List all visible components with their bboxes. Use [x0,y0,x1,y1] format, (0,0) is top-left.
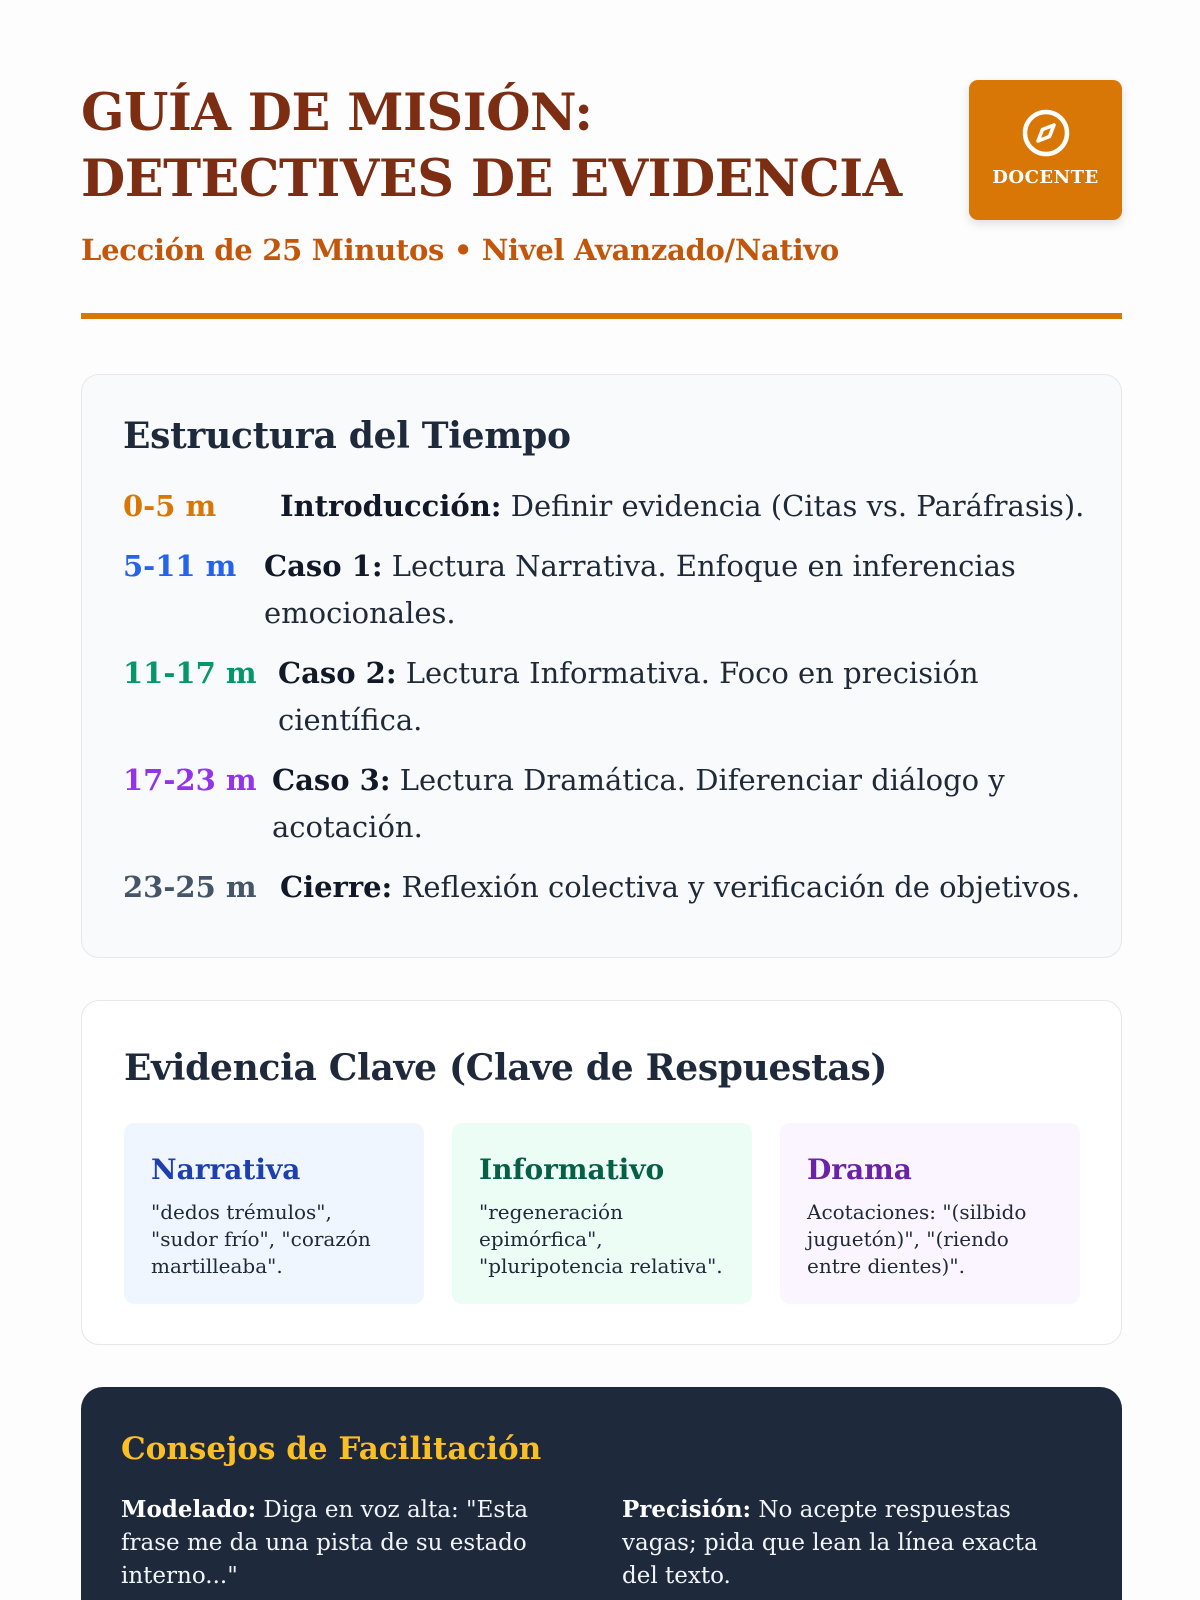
time-structure-title: Estructura del Tiempo [123,415,571,457]
tip-item [622,1493,1062,1593]
evidence-box-text: "regeneración epimórfica", "pluripotencia relativa". [479,1200,723,1278]
time-label: 0-5 m [123,489,217,523]
time-heading: Cierre: [280,870,393,904]
role-badge [969,80,1122,220]
tips-title: Consejos de Facilitación [121,1431,542,1467]
evidence-box-text: Acotaciones: "(silbido juguetón)", "(riendo entre dientes)". [807,1200,1027,1278]
time-label: 23-25 m [123,870,257,904]
tip-heading: Modelado: [121,1496,257,1523]
time-description [264,543,1024,637]
tip-text: No acepte respuestas vagas; pida que lean la línea exacta del texto. [622,1497,1038,1589]
page-title [81,80,902,212]
time-label: 5-11 m [123,549,237,583]
title-line-1: GUÍA DE MISIÓN: [81,83,593,143]
title-line-2: DETECTIVES DE EVIDENCIA [81,149,902,209]
time-text: Lectura Dramática. Diferenciar diálogo y acotación. [272,763,1005,844]
time-label: 17-23 m [123,763,257,797]
time-text: Lectura Informativa. Foco en precisión científica. [278,656,979,737]
time-label: 11-17 m [123,656,257,690]
evidence-card [81,1000,1122,1345]
compass-icon [1021,108,1071,158]
evidence-box-text: "dedos trémulos", "sudor frío", "corazón martilleaba". [151,1200,371,1278]
header-divider [81,313,1122,319]
tip-text: Diga en voz alta: "Esta frase me da una pista de su estado interno..." [121,1497,529,1589]
time-text: Reflexión colectiva y verificación de objetivos. [401,870,1081,904]
time-text: Definir evidencia (Citas vs. Paráfrasis). [510,489,1085,523]
page-subtitle: Lección de 25 Minutos • Nivel Avanzado/Nativo [81,233,839,267]
evidence-box-informativo [452,1123,752,1304]
time-description [272,757,1032,851]
time-heading: Caso 2: [278,656,397,690]
evidence-title: Evidencia Clave (Clave de Respuestas) [124,1047,888,1089]
evidence-box-title: Informativo [479,1153,665,1186]
tip-item [121,1493,561,1593]
time-text: Lectura Narrativa. Enfoque en inferencias emocionales. [264,549,1016,630]
evidence-box-narrativa [124,1123,424,1304]
evidence-box-title: Drama [807,1153,912,1186]
time-heading: Caso 1: [264,549,383,583]
evidence-box-title: Narrativa [151,1153,301,1186]
facilitation-tips-card [81,1387,1122,1600]
time-description [280,864,1100,911]
time-description [278,650,1038,744]
badge-label: DOCENTE [992,167,1099,188]
evidence-box-drama [780,1123,1080,1304]
time-structure-card [81,374,1122,958]
header [81,80,1122,320]
time-description [280,483,1100,530]
tip-heading: Precisión: [622,1496,752,1523]
time-heading: Introducción: [280,489,502,523]
time-heading: Caso 3: [272,763,391,797]
